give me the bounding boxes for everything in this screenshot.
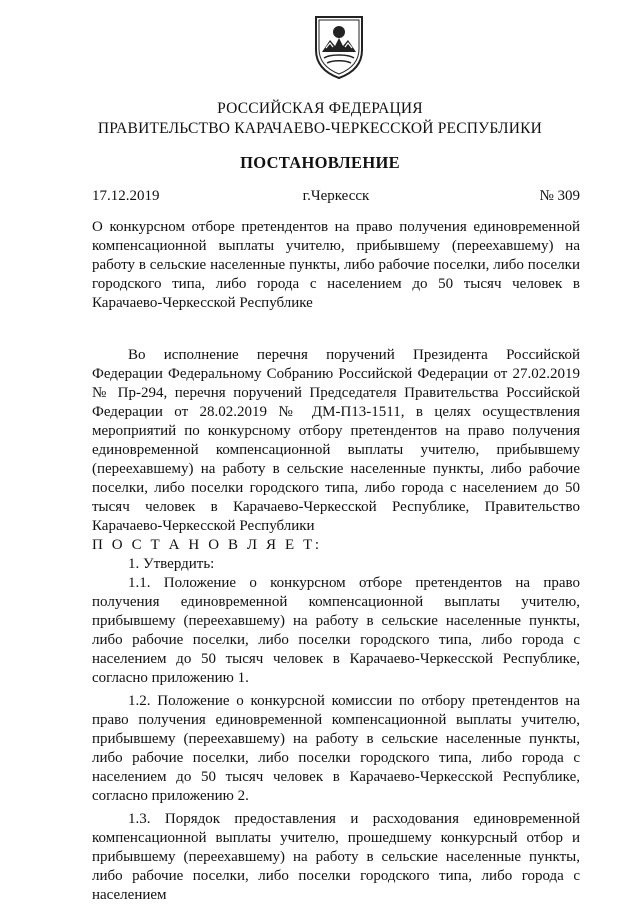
document-number: № 309	[539, 188, 580, 204]
item-1: 1. Утвердить:	[128, 556, 215, 572]
resolves-heading: П О С Т А Н О В Л Я Е Т:	[92, 537, 322, 553]
government-title: ПРАВИТЕЛЬСТВО КАРАЧАЕВО-ЧЕРКЕССКОЙ РЕСПУБЛИКИ	[97, 120, 543, 137]
preamble-paragraph: Во исполнение перечня поручений Президента Российской Федерации Федеральному Собранию Российской Федерации от 27.02.2019 № Пр-294, перечня поручений Председателя Правительства Российской Федерации от 28.02.2019 № ДМ-П13-1511, в целях осуществления мероприятий по конкурсному отбору претендентов на право получения единовременной компенсационной выплаты учителю, прибывшему (переехавшему) на работу в сельские населенные пункты, либо рабочие поселки, либо поселки городского типа, либо города с населением до 50 тысяч человек в Карачаево-Черкесской Республике, Правительство Карачаево-Черкесской Республики	[92, 347, 580, 534]
document-city: г.Черкесск	[302, 188, 370, 204]
country-title: РОССИЙСКАЯ ФЕДЕРАЦИЯ	[217, 100, 423, 117]
coat-of-arms-icon	[312, 14, 366, 80]
document-date: 17.12.2019	[92, 188, 160, 204]
item-1-1: 1.1. Положение о конкурсном отборе претендентов на право получения единовременной компенсационной выплаты учителю, прибывшему (переехавшему) на работу в сельские населенные пункты, либо рабочие поселки, либо поселки городского типа, либо города с населением до 50 тысяч человек в Карачаево-Черкесской Республике, согласно приложению 1.	[92, 575, 580, 686]
item-1-2: 1.2. Положение о конкурсной комиссии по отбору претендентов на право получения единовременной компенсационной выплаты учителю, прибывшему (переехавшему) на работу в сельские населенные пункты, либо рабочие поселки, либо поселки городского типа, либо города с населением до 50 тысяч человек в Карачаево-Черкесской Республике, согласно приложению 2.	[92, 693, 580, 804]
document-subject: О конкурсном отборе претендентов на право получения единовременной компенсационной выплаты учителю, прибывшему (переехавшему) на работу в сельские населенные пункты, либо рабочие поселки, либо поселки городского типа, либо города с населением до 50 тысяч человек в Карачаево-Черкесской Республике	[92, 219, 580, 311]
document-type-title: ПОСТАНОВЛЕНИЕ	[240, 153, 400, 172]
document-body	[92, 346, 580, 905]
item-1-3: 1.3. Порядок предоставления и расходования единовременной компенсационной выплаты учителю, прошедшему конкурсный отбор и прибывшему (переехавшему) на работу в сельские населенные пункты, либо рабочие поселки, либо поселки городского типа, либо города с населением	[92, 811, 580, 903]
